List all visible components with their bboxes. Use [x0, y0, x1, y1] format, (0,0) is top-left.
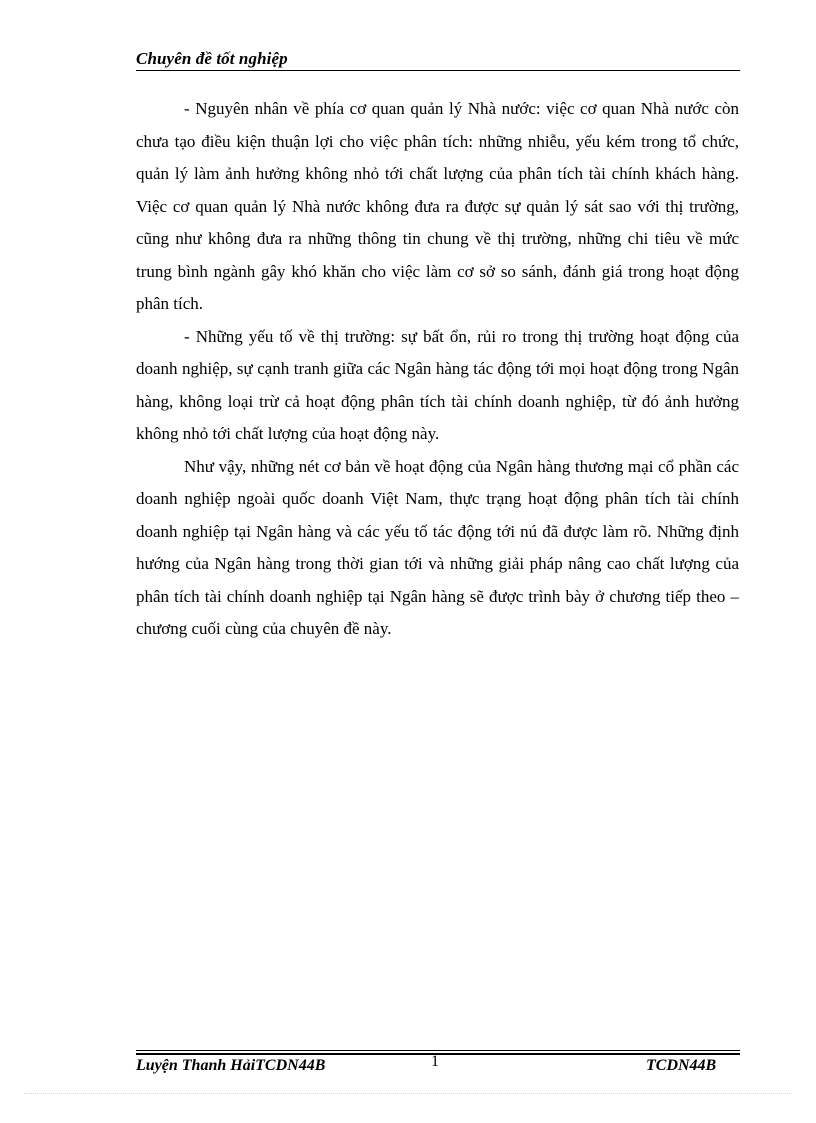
document-body — [136, 93, 739, 646]
page-bottom-edge — [24, 1093, 792, 1094]
paragraph-market-factors: - Những yếu tố về thị trường: sự bất ổn, rủi ro trong thị trường hoạt động của doanh nghiệp, sự cạnh tranh giữa các Ngân hàng tác động tới mọi hoạt động trong Ngân hàng, không loại trừ cả hoạt động phân tích tài chính doanh nghiệp, từ đó ảnh hưởng không nhỏ tới chất lượng của hoạt động này. — [136, 326, 739, 443]
footer-class-code: TCDN44B — [646, 1057, 717, 1074]
footer-divider-thin — [136, 1050, 740, 1051]
footer-page-number: 1 — [431, 1053, 439, 1070]
header-title: Chuyên đề tốt nghiệp — [136, 49, 288, 68]
footer-author: Luyện Thanh HảiTCDN44B — [136, 1057, 326, 1074]
paragraph-conclusion: Như vậy, những nét cơ bản về hoạt động của Ngân hàng thương mại cổ phần các doanh nghiệp ngoài quốc doanh Việt Nam, thực trạng hoạt động phân tích tài chính doanh nghiệp tại Ngân hàng và các yếu tố tác động tới nú đã được làm rõ. Những định hướng của Ngân hàng trong thời gian tới và những giải pháp nâng cao chất lượng của phân tích tài chính doanh nghiệp tại Ngân hàng sẽ được trình bày ở chương tiếp theo – chương cuối cùng của chuyên đề này. — [136, 456, 739, 638]
paragraph-government-causes: - Nguyên nhân về phía cơ quan quản lý Nhà nước: việc cơ quan Nhà nước còn chưa tạo điều kiện thuận lợi cho việc phân tích: những nhiễu, yếu kém trong tổ chức, quản lý làm ảnh hưởng không nhỏ tới chất lượng của phân tích tài chính khách hàng. Việc cơ quan quản lý Nhà nước không đưa ra được sự quản lý sát sao với thị trường, cũng như không đưa ra những thông tin chung về thị trường, những chi tiêu về mức trung bình ngành gây khó khăn cho việc làm cơ sở so sánh, đánh giá trong hoạt động phân tích. — [136, 99, 739, 313]
header-divider — [136, 70, 740, 71]
